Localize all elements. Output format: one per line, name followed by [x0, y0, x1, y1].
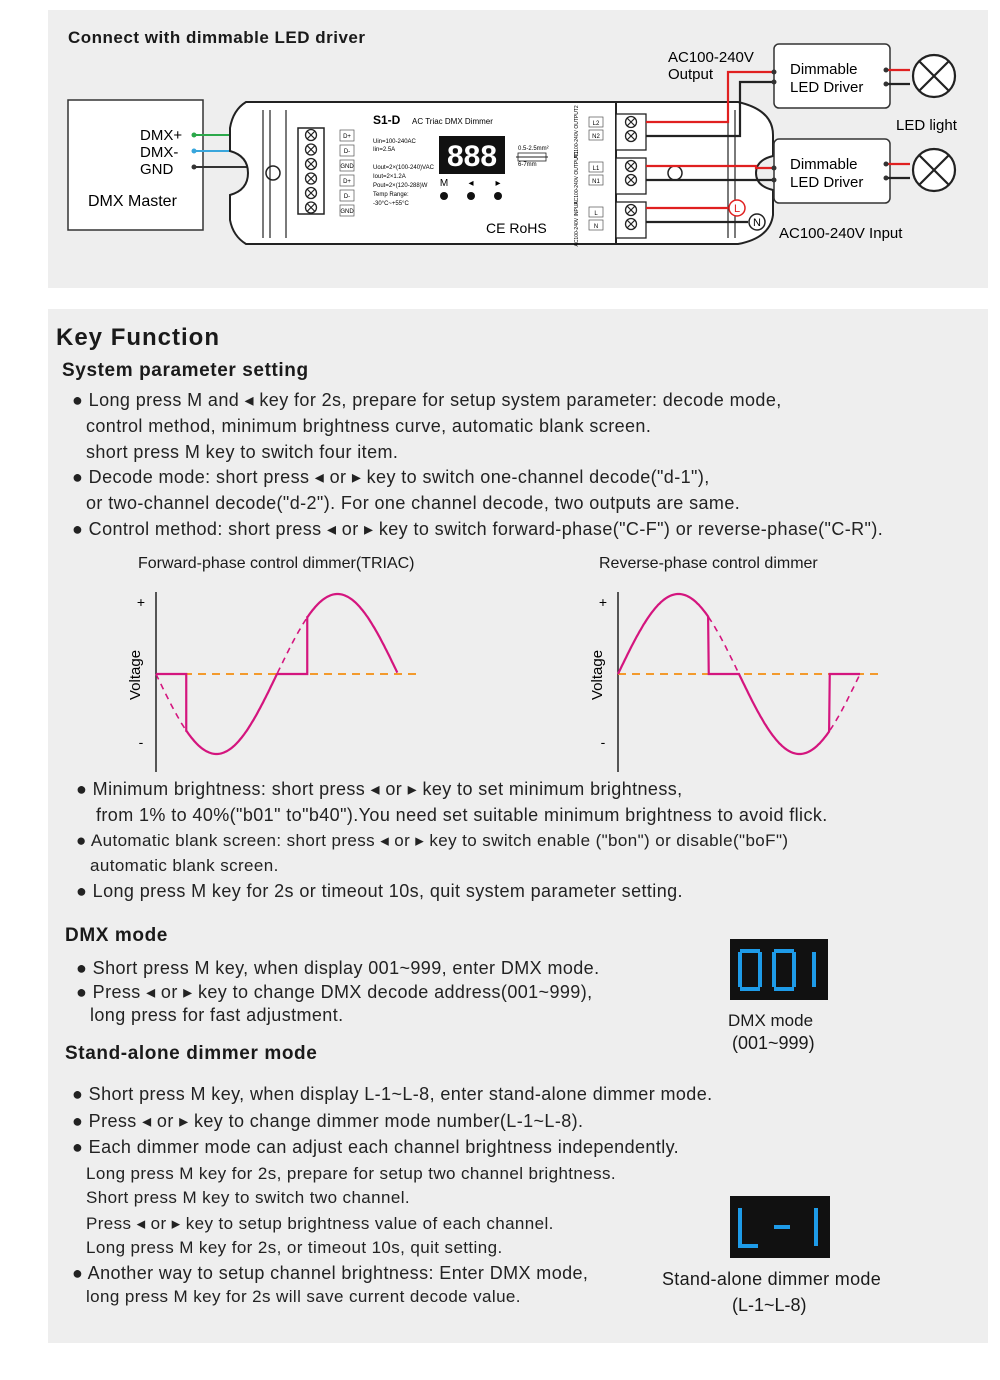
output-label-line1: AC100-240V: [668, 49, 754, 66]
standalone-display-digits: [730, 1196, 830, 1258]
driver2-line2: LED Driver: [790, 174, 864, 191]
forward-minus: -: [138, 734, 144, 750]
driver1-line1: Dimmable: [790, 61, 858, 78]
terminal-label-left: D-: [343, 194, 351, 200]
standalone-line: ● Press ◂ or ▸ key to change dimmer mode number(L-1~L-8).: [72, 1111, 584, 1131]
standalone-line: ● Another way to setup channel brightness: Enter DMX mode,: [72, 1263, 589, 1283]
device-subtitle: AC Triac DMX Dimmer: [412, 117, 493, 126]
device-button-label: ▸: [495, 178, 501, 189]
system-line: or two-channel decode("d-2"). For one channel decode, two outputs are same.: [86, 493, 741, 513]
terminal-label-right: N1: [592, 179, 600, 185]
dmx-heading: DMX mode: [65, 925, 168, 946]
dmx-line: long press for fast adjustment.: [90, 1005, 344, 1025]
forward-cut-sine: [156, 594, 397, 754]
key-function-title: Key Function: [56, 324, 221, 351]
standalone-line: Long press M key for 2s, prepare for setup two channel brightness.: [86, 1164, 617, 1183]
wiring-title: Connect with dimmable LED driver: [68, 28, 366, 47]
device-model: S1-D: [373, 113, 401, 127]
device-side-text: AC100-240V OUTPUT2: [574, 105, 580, 159]
chart-forward-title: Forward-phase control dimmer(TRIAC): [138, 555, 415, 572]
system-heading: System parameter setting: [62, 360, 309, 381]
standalone-line: ● Each dimmer mode can adjust each channel brightness independently.: [72, 1137, 680, 1157]
system-line: ● Long press M and ◂ key for 2s, prepare for setup system parameter: decode mode,: [72, 390, 782, 410]
lead-l-label: L: [733, 203, 741, 215]
lead-n-label: N: [753, 217, 761, 229]
reverse-ylabel: Voltage: [589, 649, 606, 701]
forward-plus: +: [136, 594, 146, 610]
system-line: ● Long press M key for 2s or timeout 10s, quit system parameter setting.: [76, 881, 683, 901]
dmx-caption-2: (001~999): [732, 1033, 815, 1053]
dmx-line: ● Short press M key, when display 001~999, enter DMX mode.: [76, 958, 600, 978]
dmx-display-digits: [730, 939, 828, 1000]
chart-reverse: [580, 587, 890, 777]
system-line: short press M key to switch four item.: [86, 442, 399, 462]
system-line: automatic blank screen.: [90, 856, 279, 875]
chart-forward: [118, 587, 428, 777]
terminal-label-left: D+: [343, 179, 351, 185]
standalone-heading: Stand-alone dimmer mode: [65, 1043, 318, 1064]
device-button: [494, 192, 502, 200]
reverse-plus: +: [598, 594, 608, 610]
device-cert: CE RoHS: [486, 220, 547, 236]
terminal-label-right: N: [593, 224, 599, 230]
device-spec: Pout=2×(120-288)W: [373, 183, 428, 189]
terminal-label-left: GND: [340, 164, 354, 170]
standalone-line: ● Short press M key, when display L-1~L-8, enter stand-alone dimmer mode.: [72, 1084, 713, 1104]
standalone-line: Short press M key to switch two channel.: [86, 1188, 411, 1207]
dmx-pin-gnd: GND: [140, 161, 174, 178]
standalone-line: Press ◂ or ▸ key to setup brightness value of each channel.: [86, 1214, 554, 1233]
terminal-label-right: N2: [592, 134, 600, 140]
device-spec: -30°C~+55°C: [373, 201, 409, 207]
terminal-label-left: D+: [343, 134, 351, 140]
driver1-line2: LED Driver: [790, 79, 864, 96]
device-button: [440, 192, 448, 200]
device-side-text: AC100-240V INPUT: [574, 201, 580, 247]
dmx-master-label: DMX Master: [88, 193, 177, 210]
dmx-pin-dplus: DMX+: [140, 127, 183, 144]
wire-size-a: 0.5-2.5mm²: [518, 146, 549, 152]
dmx-pin-dminus: DMX-: [140, 144, 179, 161]
device-display-digits: 888: [446, 140, 498, 173]
terminal-label-right: L2: [592, 121, 600, 127]
key-function-panel: [48, 309, 988, 1343]
reverse-minus: -: [600, 734, 606, 750]
output-label-line2: Output: [668, 66, 714, 83]
terminal-label-right: L1: [592, 166, 600, 172]
system-line: ● Minimum brightness: short press ◂ or ▸ key to set minimum brightness,: [76, 779, 683, 799]
input-label: AC100-240V Input: [779, 225, 903, 242]
dmx-display: [730, 939, 828, 1000]
device-spec: Uin=100-240AC: [373, 139, 416, 145]
system-line: control method, minimum brightness curve, automatic blank screen.: [86, 416, 652, 436]
device-button: [467, 192, 475, 200]
wiring-diagram-panel: [48, 10, 988, 288]
terminal-label-left: D-: [343, 149, 351, 155]
device-button-label: ◂: [468, 178, 474, 189]
device-spec: Uout=2×(100-240)VAC: [373, 165, 434, 171]
terminal-label-right: L: [594, 211, 598, 217]
device-button-label: M: [439, 178, 449, 189]
standalone-caption-1: Stand-alone dimmer mode: [662, 1269, 882, 1289]
chart-reverse-title: Reverse-phase control dimmer: [599, 555, 818, 572]
device-spec: Iin=2.5A: [373, 147, 396, 153]
system-line: from 1% to 40%("b01" to"b40").You need set suitable minimum brightness to avoid flick.: [96, 805, 828, 825]
wiring-svg: [48, 10, 988, 288]
system-line: ● Decode mode: short press ◂ or ▸ key to switch one-channel decode("d-1"),: [72, 467, 710, 487]
dmx-line: ● Press ◂ or ▸ key to change DMX decode address(001~999),: [76, 982, 593, 1002]
device-spec: Temp Range:: [373, 192, 409, 198]
forward-ylabel: Voltage: [127, 649, 144, 701]
standalone-caption-2: (L-1~L-8): [732, 1295, 807, 1315]
wire-size-b: 6-7mm: [518, 162, 537, 168]
led-light-label: LED light: [896, 117, 957, 134]
device-side-text: AC100-240V OUTPUT1: [574, 151, 580, 205]
standalone-line: Long press M key for 2s, or timeout 10s, quit setting.: [86, 1238, 503, 1257]
standalone-line: long press M key for 2s will save current decode value.: [86, 1287, 521, 1306]
dmx-caption-1: DMX mode: [728, 1011, 814, 1030]
system-line: ● Control method: short press ◂ or ▸ key to switch forward-phase("C-F") or reverse-phase("C-R").: [72, 519, 884, 539]
terminal-label-left: GND: [340, 209, 354, 215]
reverse-cut-sine: [618, 594, 860, 754]
dmx-master-box: [68, 100, 203, 230]
device-spec: Iout=2×1.2A: [373, 174, 406, 180]
driver2-line1: Dimmable: [790, 156, 858, 173]
standalone-display: [730, 1196, 830, 1258]
system-line: ● Automatic blank screen: short press ◂ or ▸ key to switch enable ("bon") or disable("boF"): [76, 831, 789, 850]
